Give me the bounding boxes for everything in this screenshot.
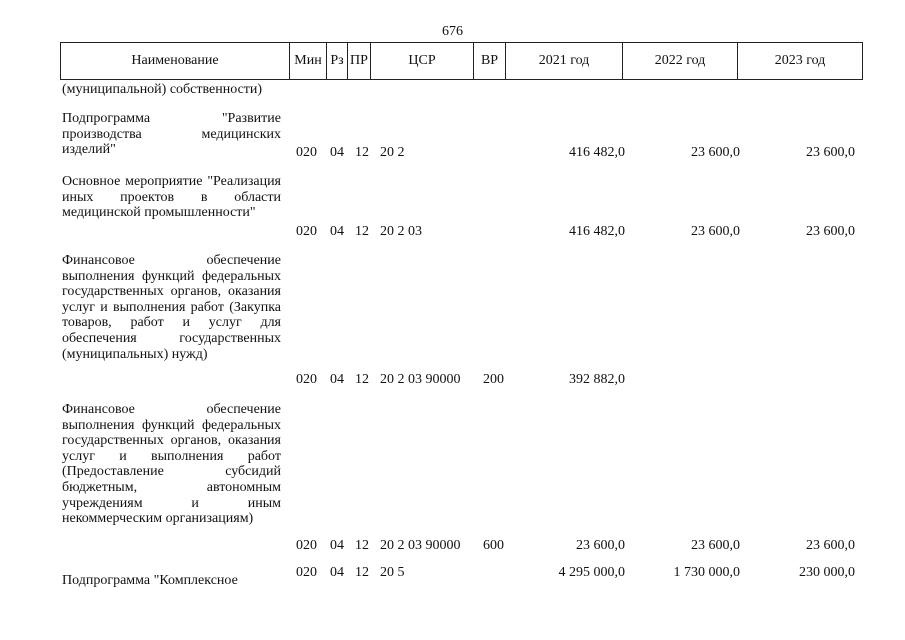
row-2022: 1 730 000,0 — [673, 565, 740, 580]
row-rz: 04 — [330, 224, 344, 239]
row-csr: 20 2 — [380, 145, 405, 160]
row-2023: 23 600,0 — [806, 224, 855, 239]
row-pr: 12 — [355, 224, 369, 239]
row-name: Подпрограмма "Развитие производства медицинских изделий" — [62, 111, 281, 158]
header-pr: ПР — [348, 43, 371, 80]
row-pr: 12 — [355, 538, 369, 553]
row-vr: 200 — [483, 372, 504, 387]
row-2021: 392 882,0 — [569, 372, 625, 387]
row-pr: 12 — [355, 145, 369, 160]
page-number: 676 — [442, 24, 463, 39]
row-min: 020 — [296, 372, 317, 387]
row-csr: 20 2 03 90000 — [380, 538, 461, 553]
header-2022: 2022 год — [623, 43, 738, 80]
row-rz: 04 — [330, 538, 344, 553]
row-csr: 20 2 03 90000 — [380, 372, 461, 387]
header-name: Наименование — [61, 43, 290, 80]
row-name: Основное мероприятие "Реализация иных проектов в области медицинской промышленности" — [62, 174, 281, 221]
row-name: Подпрограмма "Комплексное — [62, 573, 238, 588]
row-csr: 20 5 — [380, 565, 405, 580]
row-rz: 04 — [330, 565, 344, 580]
header-csr: ЦСР — [371, 43, 474, 80]
header-vr: ВР — [474, 43, 506, 80]
row-min: 020 — [296, 145, 317, 160]
row-csr: 20 2 03 — [380, 224, 422, 239]
row-min: 020 — [296, 565, 317, 580]
row-2023: 230 000,0 — [799, 565, 855, 580]
row-2022: 23 600,0 — [691, 145, 740, 160]
row-2023: 23 600,0 — [806, 538, 855, 553]
row-min: 020 — [296, 538, 317, 553]
row-min: 020 — [296, 224, 317, 239]
row-2022: 23 600,0 — [691, 538, 740, 553]
row-pr: 12 — [355, 372, 369, 387]
row-2023: 23 600,0 — [806, 145, 855, 160]
row-2021: 23 600,0 — [576, 538, 625, 553]
row-name: Финансовое обеспечение выполнения функций федеральных государственных органов, оказания услуг и выполнения работ (Предоставление субсидий бюджетным, автономным учреждениям и иным некоммерческим организациям) — [62, 402, 281, 527]
row-2022: 23 600,0 — [691, 224, 740, 239]
row-2021: 4 295 000,0 — [558, 565, 625, 580]
row-rz: 04 — [330, 145, 344, 160]
row-name: Финансовое обеспечение выполнения функций федеральных государственных органов, оказания услуг и выполнения работ (Закупка товаров, работ и услуг для обеспечения государственных (муниципальных) нужд) — [62, 253, 281, 362]
row-2021: 416 482,0 — [569, 224, 625, 239]
header-min: Мин — [290, 43, 327, 80]
row-vr: 600 — [483, 538, 504, 553]
row-name: (муниципальной) собственности) — [62, 82, 263, 97]
header-2023: 2023 год — [738, 43, 863, 80]
row-2021: 416 482,0 — [569, 145, 625, 160]
row-pr: 12 — [355, 565, 369, 580]
row-rz: 04 — [330, 372, 344, 387]
header-2021: 2021 год — [506, 43, 623, 80]
table-header — [60, 42, 863, 80]
header-rz: Рз — [327, 43, 348, 80]
